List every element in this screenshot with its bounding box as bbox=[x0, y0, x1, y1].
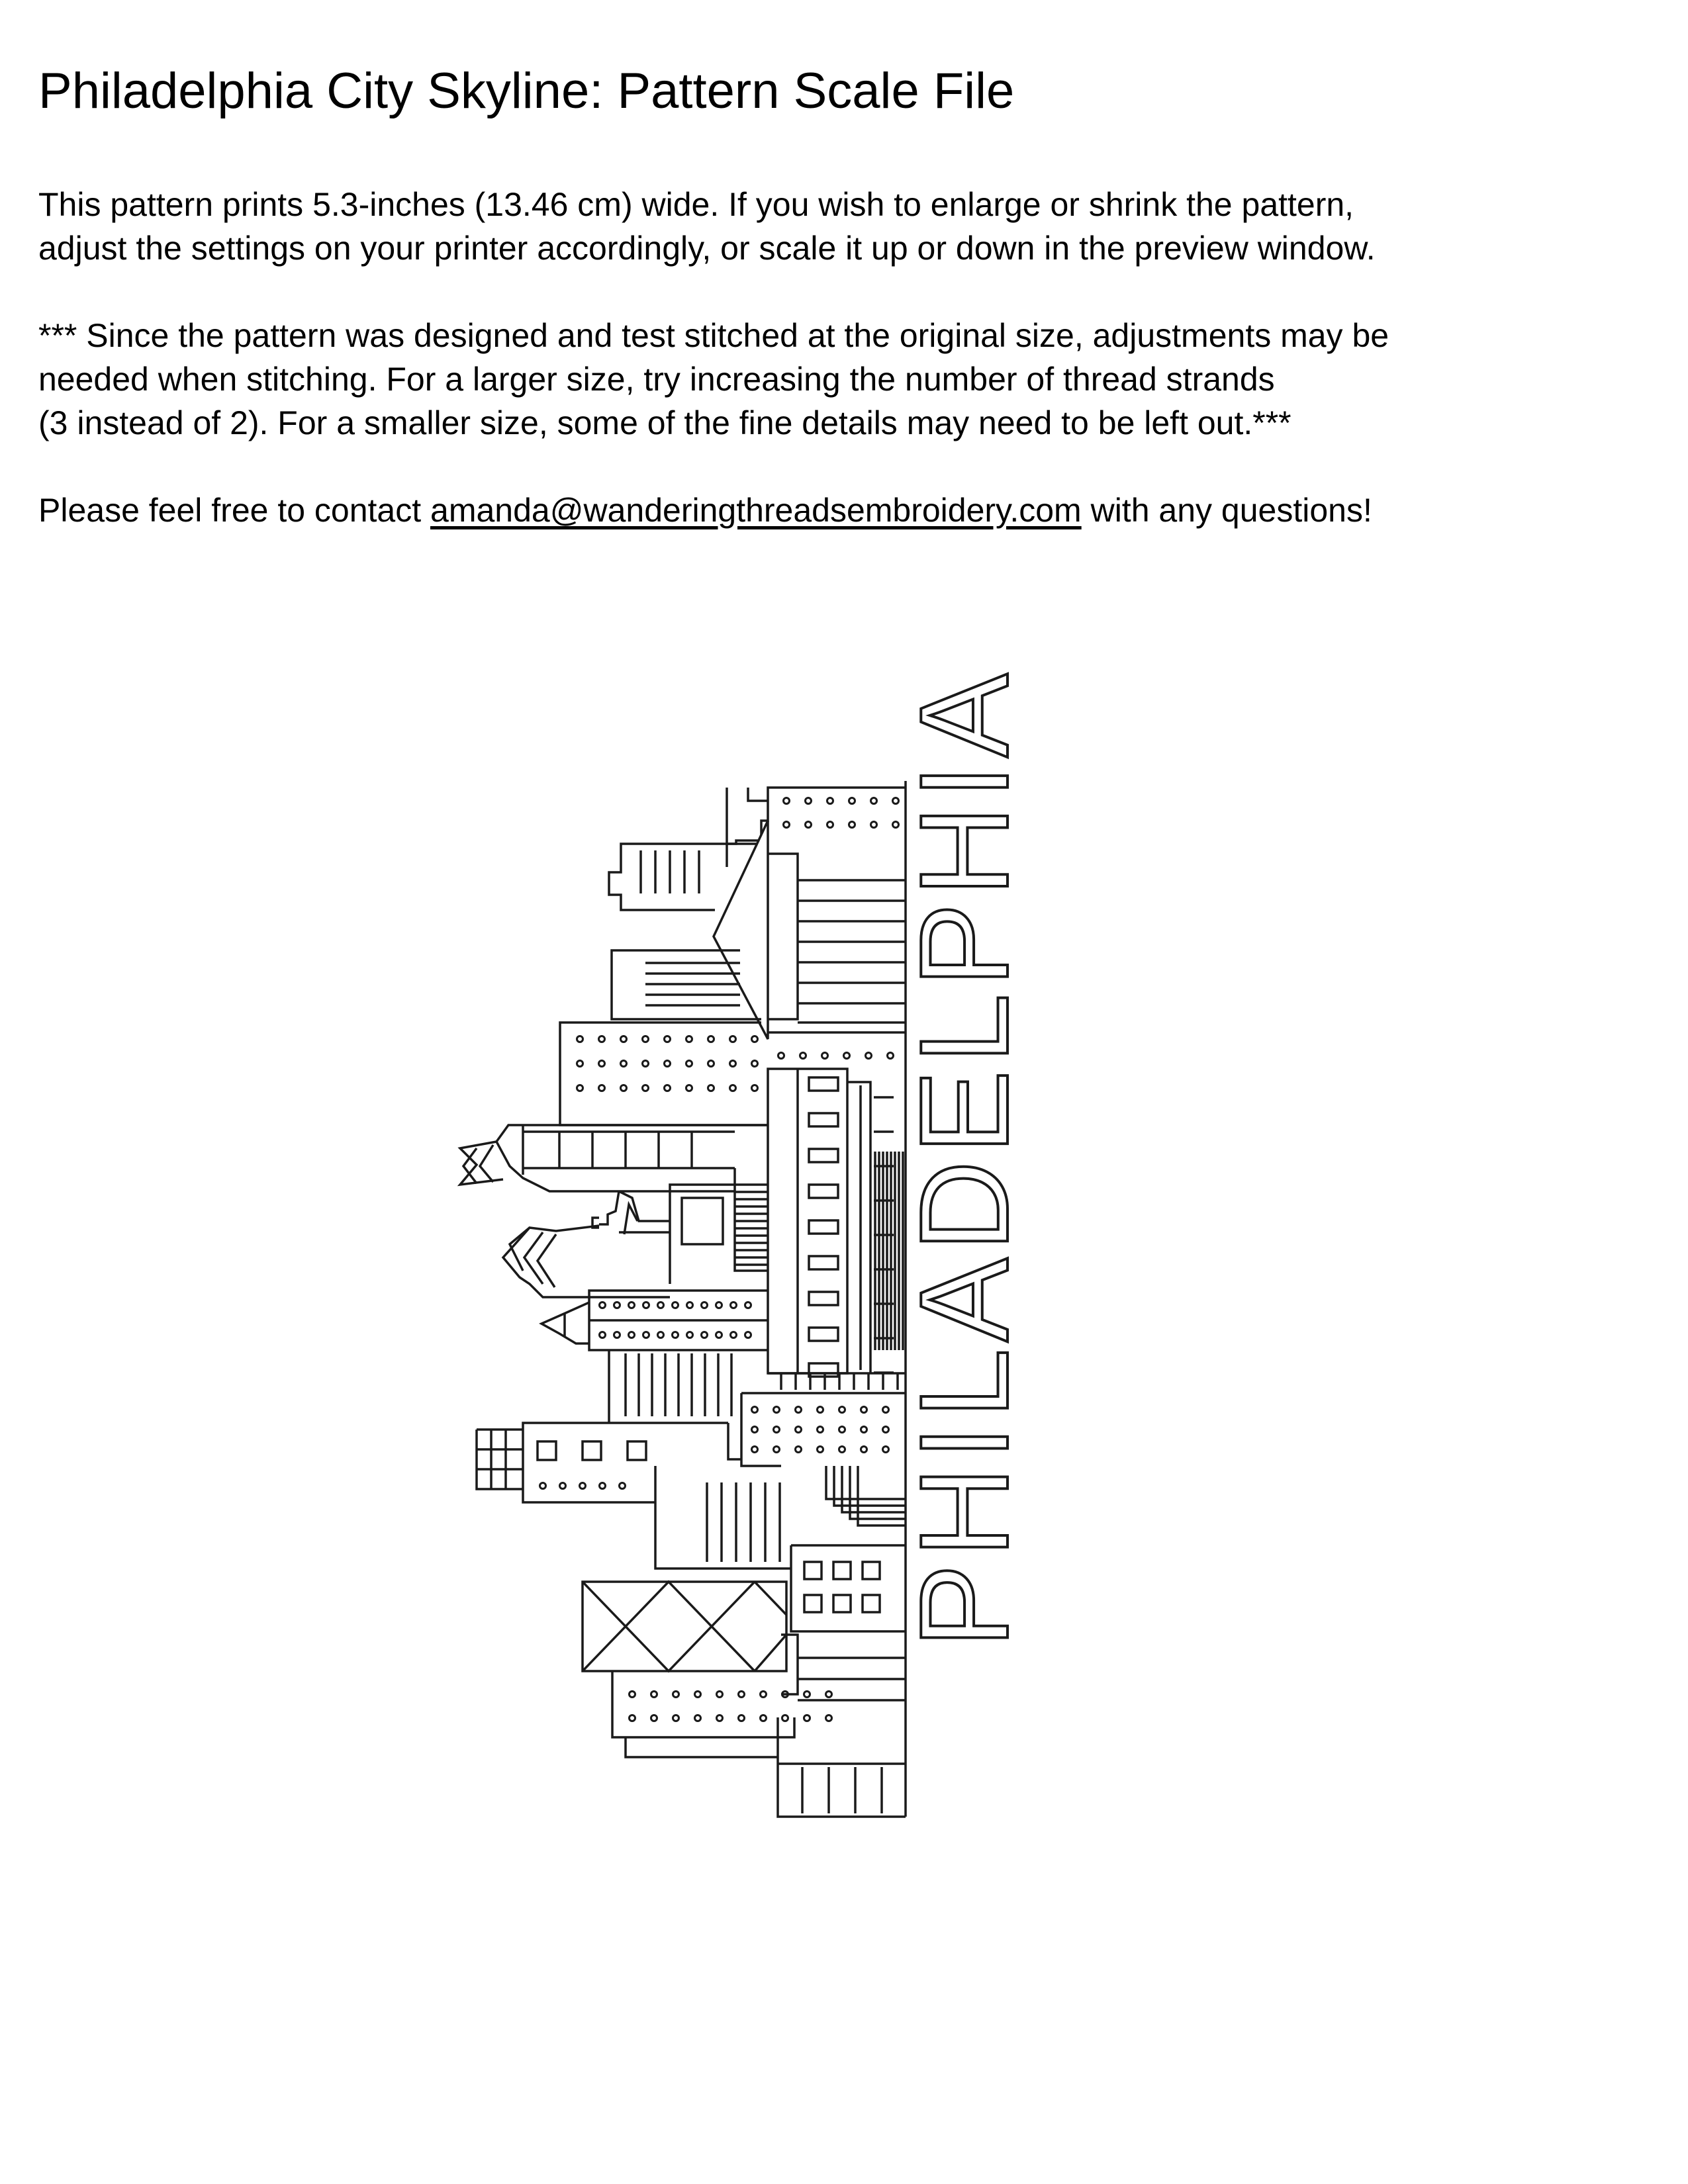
stripes-d bbox=[626, 1353, 731, 1416]
window-dot bbox=[695, 1715, 701, 1721]
window-dot bbox=[774, 1407, 780, 1413]
window-dot bbox=[651, 1692, 657, 1698]
window-dot bbox=[658, 1332, 664, 1338]
window-box bbox=[863, 1595, 880, 1612]
window-dot bbox=[827, 798, 833, 804]
window-box bbox=[804, 1595, 821, 1612]
window-dot bbox=[687, 1332, 693, 1338]
window-dot bbox=[861, 1427, 867, 1433]
page-title: Philadelphia City Skyline: Pattern Scale File bbox=[38, 63, 1015, 119]
window-dot bbox=[686, 1061, 692, 1067]
window-dot bbox=[827, 822, 833, 828]
window-box bbox=[809, 1292, 838, 1305]
window-dot bbox=[577, 1061, 583, 1067]
corner-lines bbox=[826, 1466, 906, 1525]
window-dot bbox=[717, 1715, 723, 1721]
dome-lines bbox=[735, 1185, 768, 1265]
window-dot bbox=[761, 1715, 767, 1721]
window-dot bbox=[883, 1447, 889, 1453]
window-dot bbox=[844, 1053, 850, 1059]
window-dot bbox=[796, 1407, 802, 1413]
stripes-f bbox=[707, 1482, 780, 1562]
window-dot bbox=[600, 1302, 606, 1308]
window-dot bbox=[629, 1332, 635, 1338]
window-dot bbox=[630, 1692, 635, 1698]
squares-right bbox=[804, 1562, 880, 1612]
note-line-3: (3 instead of 2). For a smaller size, some of the fine details may need to be left out.*** bbox=[38, 404, 1291, 441]
window-dot bbox=[673, 1332, 679, 1338]
note-line-2: needed when stitching. For a larger size, try increasing the number of thread strands bbox=[38, 361, 1275, 398]
window-dots-bottom bbox=[630, 1692, 832, 1721]
window-dot bbox=[752, 1085, 758, 1091]
window-dot bbox=[778, 1053, 784, 1059]
contact-email-link[interactable]: amanda@wanderingthreadsembroidery.com bbox=[430, 492, 1082, 529]
window-dot bbox=[739, 1692, 745, 1698]
window-dot bbox=[730, 1061, 736, 1067]
contact-text-after: with any questions! bbox=[1081, 492, 1372, 529]
window-dot bbox=[630, 1715, 635, 1721]
philadelphia-vertical-text: PHILADELPHIA bbox=[894, 666, 1035, 1648]
window-dot bbox=[560, 1483, 566, 1489]
intro-line-2: adjust the settings on your printer accordingly, or scale it up or down in the preview window. bbox=[38, 230, 1376, 267]
window-dot bbox=[717, 1692, 723, 1698]
window-box bbox=[833, 1595, 851, 1612]
window-dot bbox=[883, 1407, 889, 1413]
window-dot bbox=[730, 1085, 736, 1091]
window-dot bbox=[731, 1332, 737, 1338]
window-dot bbox=[730, 1036, 736, 1042]
window-dot bbox=[818, 1407, 823, 1413]
window-dot bbox=[826, 1715, 832, 1721]
window-dot bbox=[888, 1053, 894, 1059]
window-dot bbox=[883, 1427, 889, 1433]
window-dot bbox=[784, 798, 790, 804]
window-dot bbox=[620, 1483, 626, 1489]
window-dot bbox=[774, 1427, 780, 1433]
contact-text-before: Please feel free to contact bbox=[38, 492, 431, 529]
window-dot bbox=[621, 1036, 627, 1042]
window-dot bbox=[861, 1447, 867, 1453]
window-dot bbox=[643, 1302, 649, 1308]
window-dot bbox=[577, 1085, 583, 1091]
window-dot bbox=[739, 1715, 745, 1721]
window-dot bbox=[849, 798, 855, 804]
window-dot bbox=[621, 1085, 627, 1091]
window-dot bbox=[665, 1061, 671, 1067]
window-dot bbox=[752, 1061, 758, 1067]
grid-left bbox=[477, 1430, 523, 1489]
window-dot bbox=[806, 822, 812, 828]
window-dots-left bbox=[540, 1483, 626, 1489]
window-dots-row bbox=[778, 1053, 894, 1059]
window-dot bbox=[665, 1085, 671, 1091]
window-dot bbox=[600, 1483, 606, 1489]
window-dots-top bbox=[784, 798, 899, 828]
window-dot bbox=[861, 1407, 867, 1413]
stripes-e bbox=[781, 1373, 898, 1390]
window-box bbox=[809, 1220, 838, 1234]
window-dot bbox=[731, 1302, 737, 1308]
tower-windows bbox=[809, 1077, 838, 1377]
window-dot bbox=[643, 1332, 649, 1338]
window-dot bbox=[629, 1302, 635, 1308]
window-dot bbox=[871, 798, 877, 804]
window-dot bbox=[673, 1692, 679, 1698]
window-dot bbox=[716, 1302, 722, 1308]
window-dot bbox=[600, 1332, 606, 1338]
window-box bbox=[583, 1441, 601, 1460]
window-dot bbox=[686, 1085, 692, 1091]
window-dot bbox=[716, 1332, 722, 1338]
window-dot bbox=[643, 1061, 649, 1067]
stripes-g bbox=[798, 1658, 906, 1700]
window-box bbox=[804, 1562, 821, 1579]
window-dot bbox=[643, 1036, 649, 1042]
window-box bbox=[809, 1363, 838, 1377]
intro-line-1: This pattern prints 5.3-inches (13.46 cm) wide. If you wish to enlarge or shrink the pattern, bbox=[38, 186, 1354, 223]
window-dot bbox=[782, 1715, 788, 1721]
stripes-h bbox=[802, 1767, 882, 1813]
window-dot bbox=[665, 1036, 671, 1042]
window-box bbox=[809, 1256, 838, 1269]
window-dot bbox=[599, 1085, 605, 1091]
window-box bbox=[538, 1441, 556, 1460]
window-dot bbox=[687, 1302, 693, 1308]
window-dot bbox=[849, 822, 855, 828]
window-dot bbox=[702, 1302, 708, 1308]
window-dot bbox=[804, 1715, 810, 1721]
window-dot bbox=[804, 1692, 810, 1698]
window-dot bbox=[745, 1302, 751, 1308]
window-box bbox=[833, 1562, 851, 1579]
window-dot bbox=[643, 1085, 649, 1091]
window-dot bbox=[774, 1447, 780, 1453]
window-dot bbox=[800, 1053, 806, 1059]
window-dot bbox=[673, 1302, 679, 1308]
window-dot bbox=[614, 1332, 620, 1338]
window-dot bbox=[686, 1036, 692, 1042]
note-line-1: *** Since the pattern was designed and test stitched at the original size, adjustments may be bbox=[38, 317, 1389, 354]
window-dot bbox=[745, 1332, 751, 1338]
window-dot bbox=[822, 1053, 828, 1059]
window-box bbox=[809, 1077, 838, 1091]
window-dots-right bbox=[752, 1407, 889, 1453]
window-dot bbox=[796, 1447, 802, 1453]
window-dot bbox=[695, 1692, 701, 1698]
window-dot bbox=[651, 1715, 657, 1721]
window-dot bbox=[708, 1085, 714, 1091]
corner-line bbox=[826, 1466, 906, 1499]
window-box bbox=[809, 1328, 838, 1341]
stripes-c bbox=[645, 963, 740, 1005]
stripes-a bbox=[641, 850, 699, 893]
window-dot bbox=[866, 1053, 872, 1059]
chevron-grid bbox=[523, 1132, 735, 1168]
window-dot bbox=[839, 1407, 845, 1413]
window-box bbox=[809, 1185, 838, 1198]
window-dot bbox=[818, 1447, 823, 1453]
window-dot bbox=[621, 1061, 627, 1067]
window-dot bbox=[577, 1036, 583, 1042]
window-dot bbox=[580, 1483, 586, 1489]
window-dot bbox=[599, 1036, 605, 1042]
window-dot bbox=[784, 822, 790, 828]
window-dot bbox=[658, 1302, 664, 1308]
window-dot bbox=[752, 1427, 758, 1433]
window-dot bbox=[818, 1427, 823, 1433]
window-dot bbox=[540, 1483, 546, 1489]
window-dot bbox=[826, 1692, 832, 1698]
window-dot bbox=[673, 1715, 679, 1721]
window-dot bbox=[752, 1407, 758, 1413]
window-box bbox=[809, 1113, 838, 1126]
window-dot bbox=[839, 1447, 845, 1453]
window-dot bbox=[796, 1427, 802, 1433]
window-dot bbox=[806, 798, 812, 804]
window-box bbox=[809, 1149, 838, 1162]
window-dot bbox=[752, 1447, 758, 1453]
window-dot bbox=[871, 822, 877, 828]
window-box bbox=[863, 1562, 880, 1579]
stripes-b bbox=[798, 880, 906, 1023]
window-box bbox=[628, 1441, 646, 1460]
window-dot bbox=[708, 1061, 714, 1067]
window-dots-mid bbox=[577, 1036, 758, 1091]
window-dot bbox=[752, 1036, 758, 1042]
window-dot bbox=[839, 1427, 845, 1433]
window-dot bbox=[599, 1061, 605, 1067]
window-dot bbox=[614, 1302, 620, 1308]
window-dot bbox=[708, 1036, 714, 1042]
window-dot bbox=[761, 1692, 767, 1698]
squares-left bbox=[538, 1441, 646, 1460]
window-dot bbox=[702, 1332, 708, 1338]
